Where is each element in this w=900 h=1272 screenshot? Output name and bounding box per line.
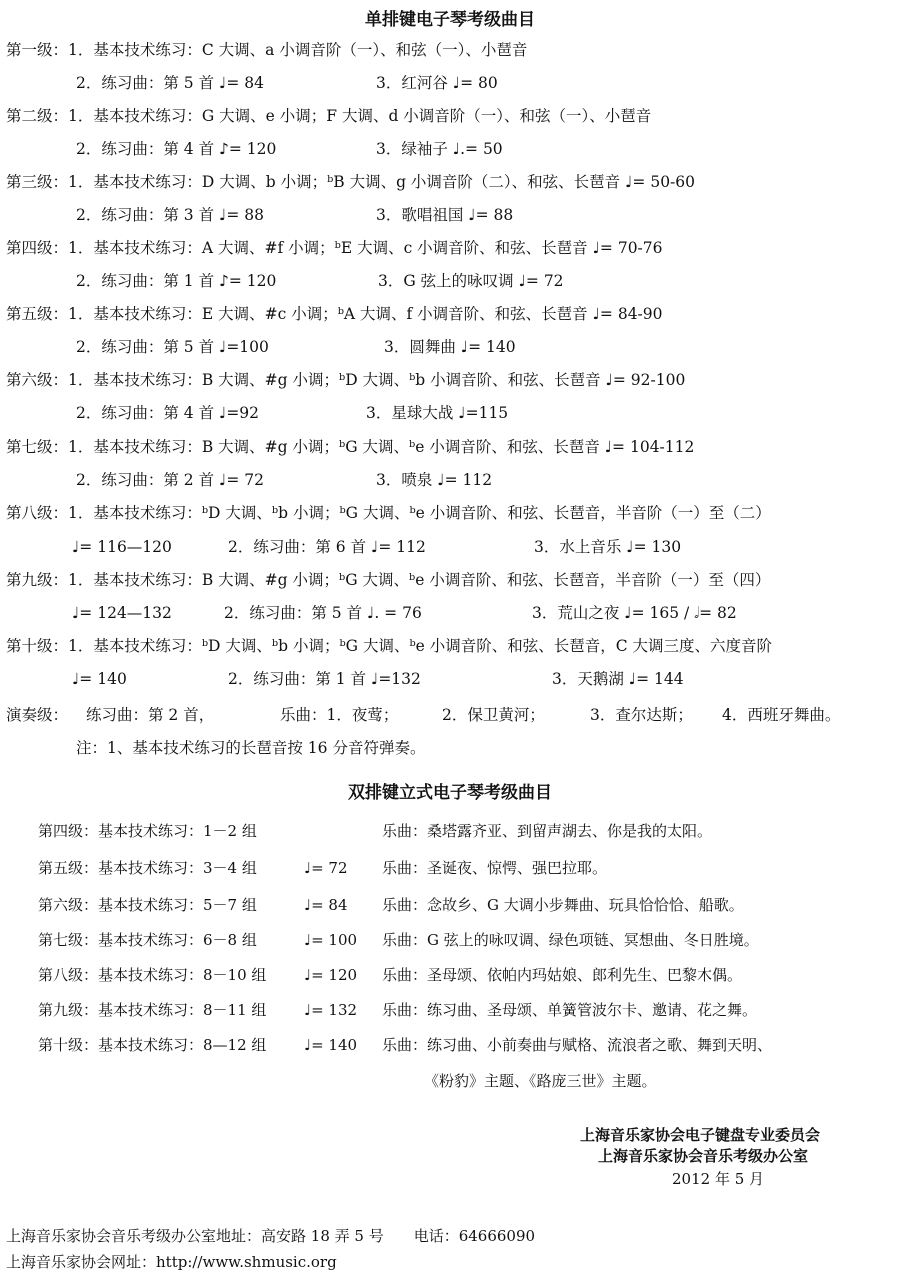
performance-piece-3: 3．查尔达斯； — [590, 706, 693, 724]
grade-3-etude: 2．练习曲：第 3 首 ♩= 88 — [76, 206, 264, 224]
double-grade-label: 第六级：基本技术练习：5－7 组 — [38, 896, 257, 914]
grade-1-piece: 3．红河谷 ♩= 80 — [376, 74, 498, 92]
double-grade-label: 第十级：基本技术练习：8—12 组 — [38, 1036, 267, 1054]
grade-8-etude: 2．练习曲：第 6 首 ♩= 112 — [228, 538, 426, 556]
double-grade-label: 第四级：基本技术练习：1－2 组 — [38, 822, 257, 840]
section-title-single-keyboard: 单排键电子琴考级曲目 — [365, 10, 535, 30]
double-grade-tempo: ♩= 84 — [304, 896, 348, 914]
grade-5-etude: 2．练习曲：第 5 首 ♩=100 — [76, 338, 269, 356]
performance-piece-2: 2．保卫黄河； — [442, 706, 545, 724]
grade-6-piece: 3．星球大战 ♩=115 — [366, 404, 509, 422]
grade-6-etude: 2．练习曲：第 4 首 ♩=92 — [76, 404, 260, 422]
double-grade-label: 第七级：基本技术练习：6－8 组 — [38, 931, 257, 949]
grade-3-technique: 第三级：1．基本技术练习：D 大调、b 小调；ᵇB 大调、g 小调音阶（二）、和弦、长琶音 ♩= 50-60 — [6, 173, 696, 191]
footer-website: 上海音乐家协会网址：http://www.shmusic.org — [6, 1253, 337, 1271]
performance-label: 演奏级： — [6, 706, 69, 724]
note-text: 注：1、基本技术练习的长琶音按 16 分音符弹奏。 — [76, 739, 426, 757]
grade-8-tempo: ♩= 116—120 — [72, 538, 172, 556]
grade-3-piece: 3．歌唱祖国 ♩= 88 — [376, 206, 514, 224]
grade-9-piece: 3．荒山之夜 ♩= 165 / 𝅗𝅥= 82 — [532, 604, 737, 622]
double-grade-pieces: 乐曲：圣母颂、依帕内玛姑娘、郎利先生、巴黎木偶。 — [382, 966, 743, 984]
double-grade-tempo: ♩= 120 — [304, 966, 358, 984]
signature-org-1: 上海音乐家协会电子键盘专业委员会 — [580, 1126, 821, 1144]
grade-7-etude: 2．练习曲：第 2 首 ♩= 72 — [76, 471, 264, 489]
double-grade-label: 第五级：基本技术练习：3－4 组 — [38, 859, 257, 877]
grade-9-technique: 第九级：1．基本技术练习：B 大调、#g 小调；ᵇG 大调、ᵇe 小调音阶、和弦、长琶音，半音阶（一）至（四） — [6, 571, 771, 589]
double-grade-pieces: 乐曲：练习曲、圣母颂、单簧管波尔卡、邀请、花之舞。 — [382, 1001, 758, 1019]
grade-7-technique: 第七级：1．基本技术练习：B 大调、#g 小调；ᵇG 大调、ᵇe 小调音阶、和弦、长琶音 ♩= 104-112 — [6, 438, 695, 456]
double-grade-tempo: ♩= 72 — [304, 859, 348, 877]
grade-4-etude: 2．练习曲：第 1 首 ♪= 120 — [76, 272, 277, 290]
grade-4-piece: 3．G 弦上的咏叹调 ♩= 72 — [378, 272, 564, 290]
grade-9-tempo: ♩= 124—132 — [72, 604, 172, 622]
grade-9-etude: 2．练习曲：第 5 首 ♩. = 76 — [224, 604, 422, 622]
grade-4-technique: 第四级：1．基本技术练习：A 大调、#f 小调；ᵇE 大调、c 小调音阶、和弦、长琶音 ♩= 70-76 — [6, 239, 663, 257]
grade-6-technique: 第六级：1．基本技术练习：B 大调、#g 小调；ᵇD 大调、ᵇb 小调音阶、和弦、长琶音 ♩= 92-100 — [6, 371, 686, 389]
performance-piece-1: 乐曲：1．夜莺； — [280, 706, 399, 724]
grade-2-piece: 3．绿袖子 ♩.= 50 — [376, 140, 503, 158]
grade-5-piece: 3．圆舞曲 ♩= 140 — [384, 338, 516, 356]
grade-1-etude: 2．练习曲：第 5 首 ♩= 84 — [76, 74, 264, 92]
double-grade-tempo: ♩= 132 — [304, 1001, 358, 1019]
grade-1-technique: 第一级：1．基本技术练习：C 大调、a 小调音阶（一）、和弦（一）、小琶音 — [6, 41, 528, 59]
double-grade-pieces: 乐曲：桑塔露齐亚、到留声湖去、你是我的太阳。 — [382, 822, 713, 840]
grade-8-technique: 第八级：1．基本技术练习：ᵇD 大调、ᵇb 小调；ᵇG 大调、ᵇe 小调音阶、和弦、长琶音，半音阶（一）至（二） — [6, 504, 771, 522]
grade-10-technique: 第十级：1．基本技术练习：ᵇD 大调、ᵇb 小调；ᵇG 大调、ᵇe 小调音阶、和弦、长琶音，C 大调三度、六度音阶 — [6, 637, 773, 655]
grade-7-piece: 3．喷泉 ♩= 112 — [376, 471, 493, 489]
double-grade-pieces: 乐曲：练习曲、小前奏曲与赋格、流浪者之歌、舞到天明、 — [382, 1036, 773, 1054]
double-grade-pieces: 乐曲：G 弦上的咏叹调、绿色项链、冥想曲、冬日胜境。 — [382, 931, 759, 949]
double-grade-10-pieces-cont: 《粉豹》主题、《路庞三世》主题。 — [424, 1072, 657, 1090]
double-grade-label: 第九级：基本技术练习：8－11 组 — [38, 1001, 267, 1019]
grade-10-etude: 2．练习曲：第 1 首 ♩=132 — [228, 670, 421, 688]
signature-date: 2012 年 5 月 — [672, 1170, 765, 1188]
double-grade-tempo: ♩= 140 — [304, 1036, 358, 1054]
grade-10-piece: 3．天鹅湖 ♩= 144 — [552, 670, 684, 688]
grade-5-technique: 第五级：1．基本技术练习：E 大调、#c 小调；ᵇA 大调、f 小调音阶、和弦、长琶音 ♩= 84-90 — [6, 305, 663, 323]
double-grade-tempo: ♩= 100 — [304, 931, 358, 949]
grade-2-etude: 2．练习曲：第 4 首 ♪= 120 — [76, 140, 277, 158]
grade-2-technique: 第二级：1．基本技术练习：G 大调、e 小调；F 大调、d 小调音阶（一）、和弦（一）、小琶音 — [6, 107, 652, 125]
double-grade-pieces: 乐曲：圣诞夜、惊愕、强巴拉耶。 — [382, 859, 608, 877]
grade-10-tempo: ♩= 140 — [72, 670, 127, 688]
section-title-double-keyboard: 双排键立式电子琴考级曲目 — [348, 783, 552, 803]
performance-etude: 练习曲：第 2 首， — [86, 706, 215, 724]
signature-org-2: 上海音乐家协会音乐考级办公室 — [598, 1147, 809, 1165]
double-grade-pieces: 乐曲：念故乡、G 大调小步舞曲、玩具恰恰恰、船歌。 — [382, 896, 744, 914]
grade-8-piece: 3．水上音乐 ♩= 130 — [534, 538, 682, 556]
footer-address: 上海音乐家协会音乐考级办公室地址：高安路 18 弄 5 号 电话：64666090 — [6, 1227, 536, 1245]
performance-piece-4: 4．西班牙舞曲。 — [722, 706, 841, 724]
double-grade-label: 第八级：基本技术练习：8－10 组 — [38, 966, 267, 984]
